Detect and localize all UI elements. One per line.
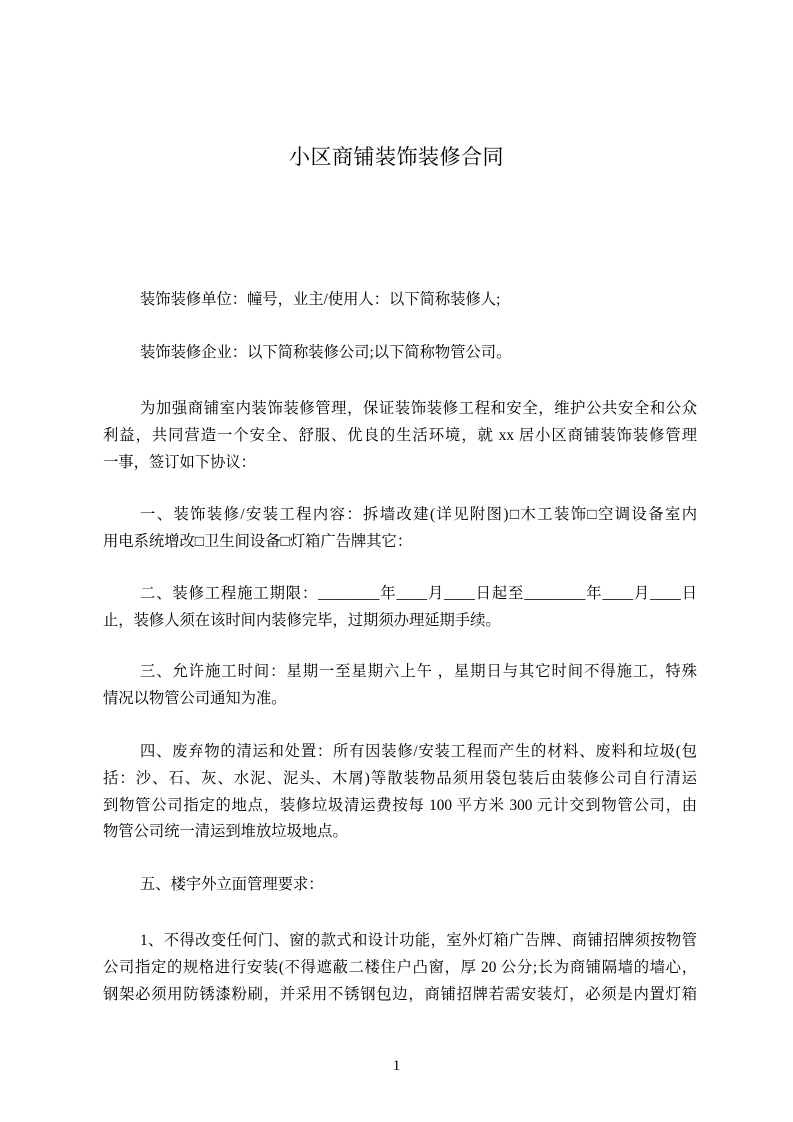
paragraph-line: 一、装饰装修/安装工程内容：拆墙改建(详见附图)□木工装饰□空调设备室内: [140, 506, 697, 523]
owner-party-clause: [103, 287, 697, 314]
paragraph-line: 三、允许施工时间：星期一至星期六上午 ，星期日与其它时间不得施工，特殊: [140, 663, 697, 680]
paragraph-line: 一事，签订如下协议：: [103, 453, 256, 471]
paragraph-line: 四、废弃物的清运和处置：所有因装修/安装工程而产生的材料、废料和垃圾(包: [140, 743, 697, 760]
paragraph-line: 括：沙、石、灰、水泥、泥头、木屑)等散装物品须用袋包装后由装修公司自行清运: [103, 769, 697, 787]
paragraph-line: 情况以物管公司通知为准。: [103, 689, 287, 707]
paragraph-line: 公司指定的规格进行安装(不得遮蔽二楼住户凸窗，厚 20 公分;长为商铺隔墙的墙心，: [103, 958, 697, 976]
paragraph-line: 利益，共同营造一个安全、舒服、优良的生活环境，就 xx 居小区商铺装饰装修管理: [103, 426, 697, 444]
clause-5-heading: [103, 872, 697, 899]
contractor-party-clause: [103, 340, 697, 367]
paragraph-line: 装饰装修企业：以下简称装修公司;以下简称物管公司。: [140, 344, 512, 361]
preamble-paragraph: [103, 396, 697, 476]
clause-5-item-1: [103, 928, 697, 1008]
paragraph-line: 用电系统增改□卫生间设备□灯箱广告牌其它：: [103, 532, 413, 550]
clause-1-work-scope: [103, 502, 697, 556]
document-title: 小区商铺装饰装修合同: [289, 145, 504, 169]
clause-4-waste-disposal: [103, 739, 697, 846]
paragraph-line: 1、不得改变任何门、窗的款式和设计功能，室外灯箱广告牌、商铺招牌须按物管: [140, 932, 697, 949]
paragraph-line: 物管公司统一清运到堆放垃圾地点。: [103, 823, 348, 841]
paragraph-line: 到物管公司指定的地点，装修垃圾清运费按每 100 平方米 300 元计交到物管公司，由: [103, 796, 697, 814]
paragraph-line: 为加强商铺室内装饰装修管理，保证装饰装修工程和安全，维护公共安全和公众: [140, 400, 697, 417]
paragraph-line: 五、楼宇外立面管理要求：: [140, 876, 324, 893]
clause-3-working-hours: [103, 659, 697, 713]
paragraph-line: 二、装修工程施工期限：________年____月____日起至________年____月____日: [140, 585, 697, 602]
page-number: 1: [392, 1058, 401, 1074]
paragraph-line: 钢架必须用防锈漆粉刷，并采用不锈钢包边，商铺招牌若需安装灯，必须是内置灯箱: [103, 985, 697, 1003]
paragraph-line: 装饰装修单位：幢号，业主/使用人：以下简称装修人;: [140, 291, 501, 308]
clause-2-construction-period: [103, 581, 697, 635]
paragraph-line: 止，装修人须在该时间内装修完毕，过期须办理延期手续。: [103, 611, 501, 629]
